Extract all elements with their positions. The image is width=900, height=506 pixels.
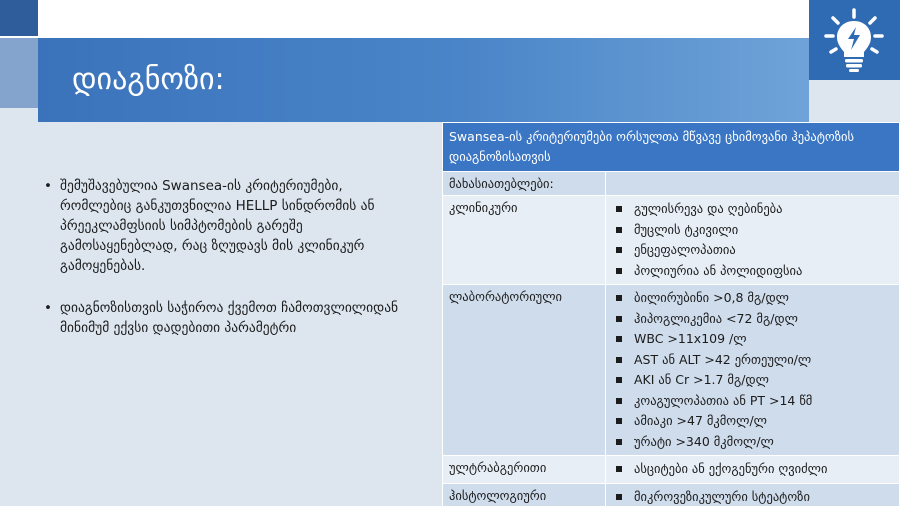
list-item: WBC >11x109 /ლ [612,329,893,350]
list-item: ასციტები ან ექოგენური ღვიძლი [612,459,893,480]
decorative-corner [0,0,38,36]
bullet-glyph: • [44,178,52,194]
list-item: ენცეფალოპათია [612,240,893,261]
list-item: ჰიპოგლიკემია <72 მგ/დლ [612,309,893,330]
idea-icon-box [809,0,900,80]
list-item: ბილირუბინი >0,8 მგ/დლ [612,288,893,309]
left-strip [0,38,38,506]
category-cell: კლინიკური [443,196,606,285]
table-row [443,483,900,506]
list-item: AST ან ALT >42 ერთეული/ლ [612,350,893,371]
bullet-item [42,176,402,276]
bullet-item [42,298,402,338]
list-item: გულისრევა და ღებინება [612,199,893,220]
table-header: Swansea-ის კრიტერიუმები ორსულთა მწვავე ცხიმოვანი ჰეპატოზის დიაგნოზისათვის [443,123,900,172]
bullet-glyph: • [44,300,52,316]
list-item: AKI ან Cr >1.7 მგ/დლ [612,370,893,391]
slide-title: დიაგნოზი: [72,62,225,97]
bullet-list [42,176,402,360]
bullet-text: დიაგნოზისთვის საჭიროა ქვემოთ ჩამოთვლილიდან მინიმუმ ექვსი დადებითი პარამეტრი [60,300,399,336]
table-row [443,285,900,456]
category-cell: ულტრაბგერითი [443,456,606,484]
table-header-row [443,123,900,172]
list-item: ურატი >340 მკმოლ/ლ [612,432,893,453]
list-item: პოლიურია ან პოლიდიფსია [612,261,893,282]
category-cell: ჰისტოლოგიური [443,483,606,506]
list-item: მიკროვეზიკულური სტეატოზი [612,487,893,506]
table-row [443,196,900,285]
items-cell [606,483,900,506]
lightbulb-idea-icon [809,0,900,80]
table-subheader: მახასიათებლები: [443,172,606,196]
criteria-table [442,122,900,506]
items-cell [606,196,900,285]
items-cell [606,456,900,484]
list-item: კოაგულოპათია ან PT >14 წმ [612,391,893,412]
items-cell [606,285,900,456]
category-cell: ლაბორატორიული [443,285,606,456]
list-item: ამიაკი >47 მკმოლ/ლ [612,411,893,432]
bullet-text: შემუშავებულია Swansea-ის კრიტერიუმები, რომლებიც განკუთვნილია HELLP სინდრომის ან პრეეკლამფსიის სიმპტომების გარეშე გამოსაყენებლად, რაც ზღუდავს მის კლინიკურ გამოყენებას. [60,178,375,274]
left-strip-accent [0,38,38,108]
table-row [443,456,900,484]
table-row [443,172,900,196]
list-item: მუცლის ტკივილი [612,220,893,241]
table-cell-empty [606,172,900,196]
